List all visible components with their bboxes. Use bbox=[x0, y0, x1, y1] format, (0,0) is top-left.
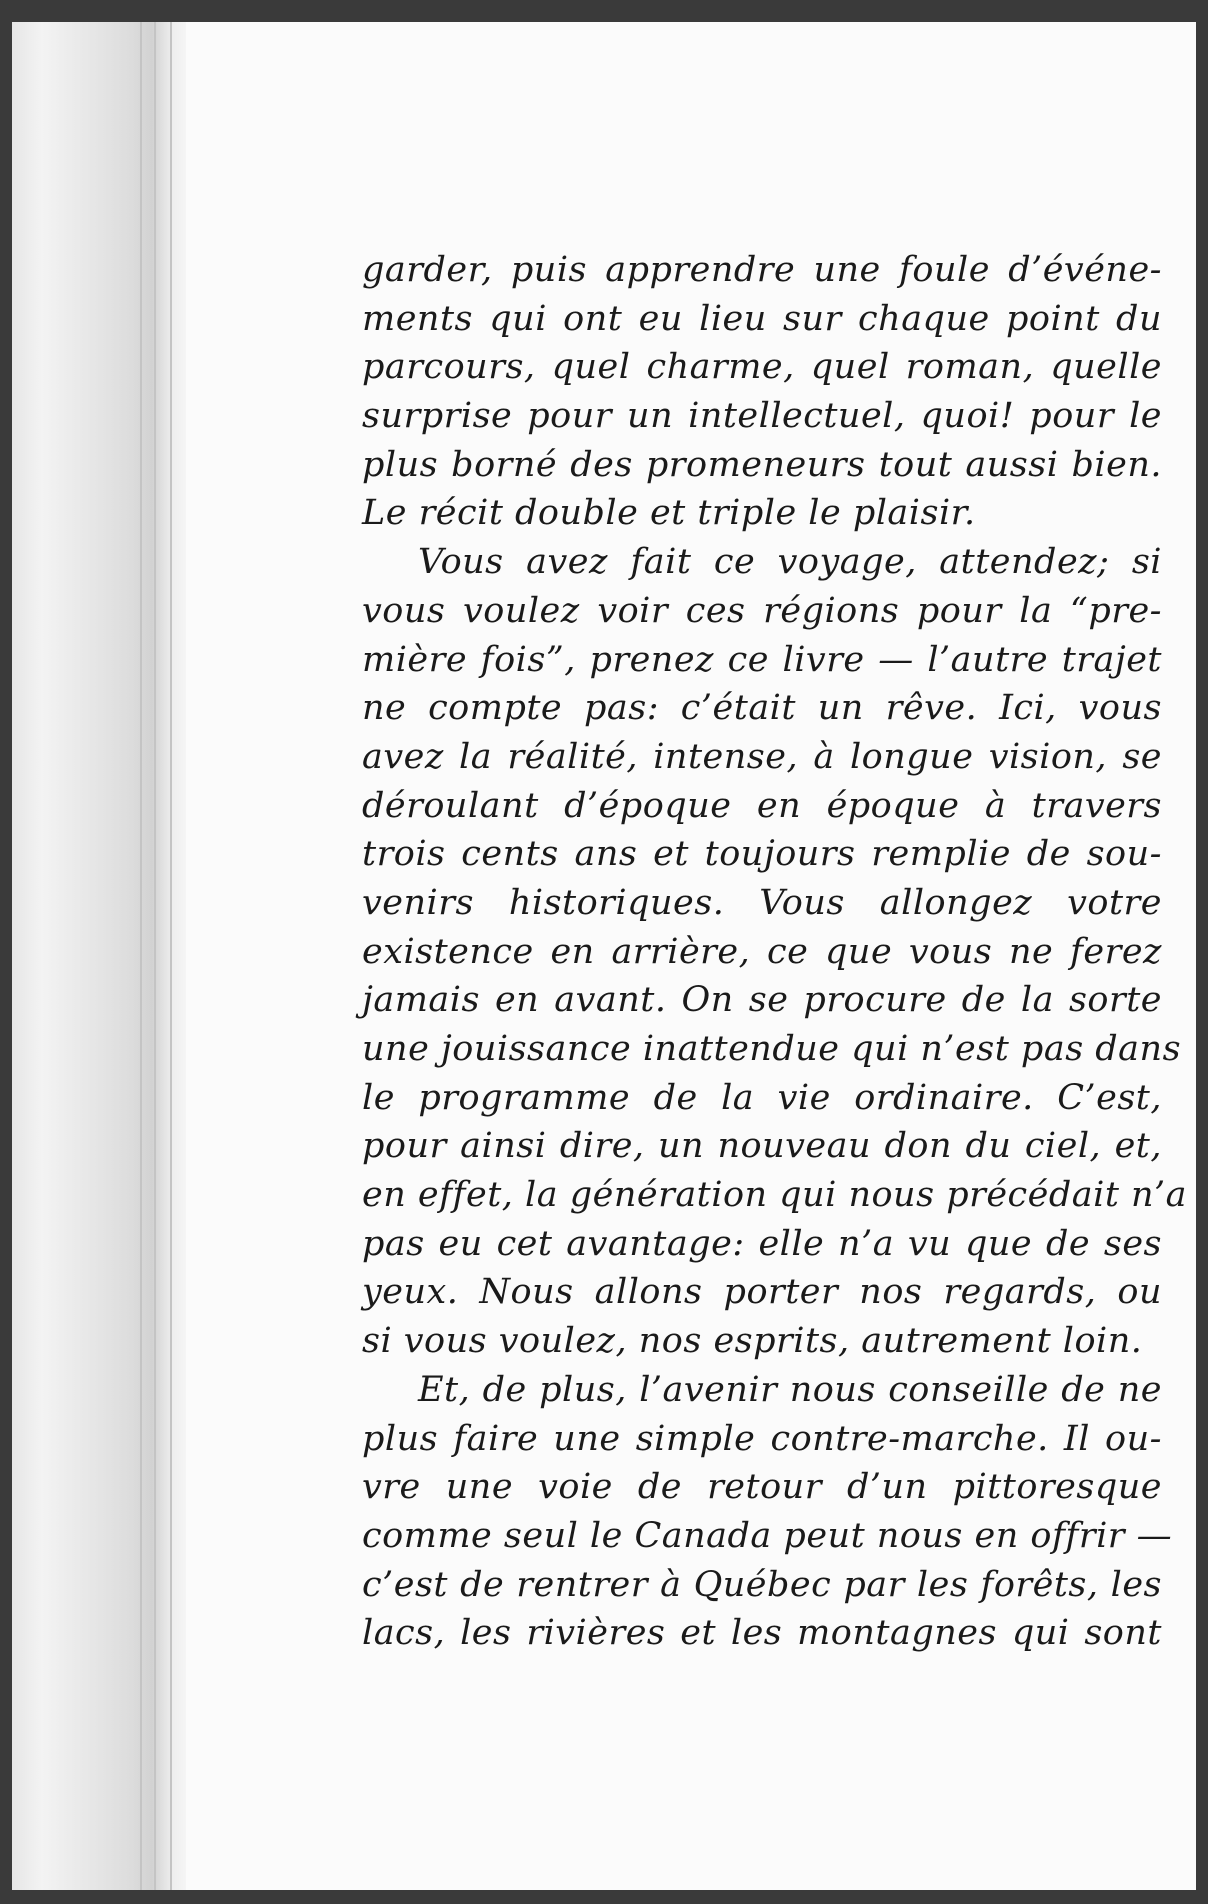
text-line: pour ainsi dire, un nouveau don du ciel, et, bbox=[362, 1126, 1162, 1167]
text-line: déroulant d’époque en époque à travers bbox=[362, 785, 1162, 826]
text-line: comme seul le Canada peut nous en offrir — bbox=[362, 1515, 1173, 1556]
text-line: Et, de plus, l’avenir nous conseille de ne bbox=[418, 1369, 1162, 1410]
text-line: lacs, les rivières et les montagnes qui sont bbox=[362, 1613, 1162, 1654]
text-line: avez la réalité, intense, à longue vision, se bbox=[362, 736, 1162, 777]
text-line: en effet, la génération qui nous précédait n’a bbox=[362, 1175, 1188, 1216]
text-line: Le récit double et triple le plaisir. bbox=[362, 493, 976, 534]
page-edge-line bbox=[140, 22, 142, 1890]
text-line: c’est de rentrer à Québec par les forêts, les bbox=[362, 1564, 1162, 1605]
text-line: jamais en avant. On se procure de la sorte bbox=[362, 980, 1162, 1021]
text-line: surprise pour un intellectuel, quoi! pour le bbox=[362, 396, 1162, 437]
text-line: vous voulez voir ces régions pour la “pre- bbox=[362, 590, 1162, 631]
text-line: venirs historiques. Vous allongez votre bbox=[362, 882, 1162, 923]
body-text bbox=[362, 246, 1188, 1658]
page-edge-line bbox=[154, 22, 156, 1890]
text-line: Vous avez fait ce voyage, attendez; si bbox=[418, 542, 1162, 583]
text-line: trois cents ans et toujours remplie de sou- bbox=[362, 834, 1162, 875]
text-line: vre une voie de retour d’un pittoresque bbox=[362, 1467, 1162, 1508]
text-line: plus borné des promeneurs tout aussi bien. bbox=[362, 444, 1162, 485]
text-line: plus faire une simple contre-marche. Il ou- bbox=[362, 1418, 1162, 1459]
text-line: existence en arrière, ce que vous ne ferez bbox=[362, 931, 1162, 972]
text-line: si vous voulez, nos esprits, autrement loin. bbox=[362, 1321, 1143, 1362]
text-line: ments qui ont eu lieu sur chaque point du bbox=[362, 298, 1162, 339]
page-stack-edge bbox=[12, 22, 192, 1890]
text-line: mière fois”, prenez ce livre — l’autre trajet bbox=[362, 639, 1162, 680]
text-line: le programme de la vie ordinaire. C’est, bbox=[362, 1077, 1162, 1118]
text-line: parcours, quel charme, quel roman, quelle bbox=[362, 347, 1162, 388]
text-line: ne compte pas: c’était un rêve. Ici, vous bbox=[362, 688, 1162, 729]
text-line: yeux. Nous allons porter nos regards, ou bbox=[362, 1272, 1162, 1313]
page-edge-line bbox=[170, 22, 172, 1890]
text-line: une jouissance inattendue qui n’est pas dans bbox=[362, 1029, 1182, 1069]
text-line: garder, puis apprendre une foule d’événe- bbox=[362, 250, 1162, 290]
text-line: pas eu cet avantage: elle n’a vu que de ses bbox=[362, 1223, 1162, 1264]
